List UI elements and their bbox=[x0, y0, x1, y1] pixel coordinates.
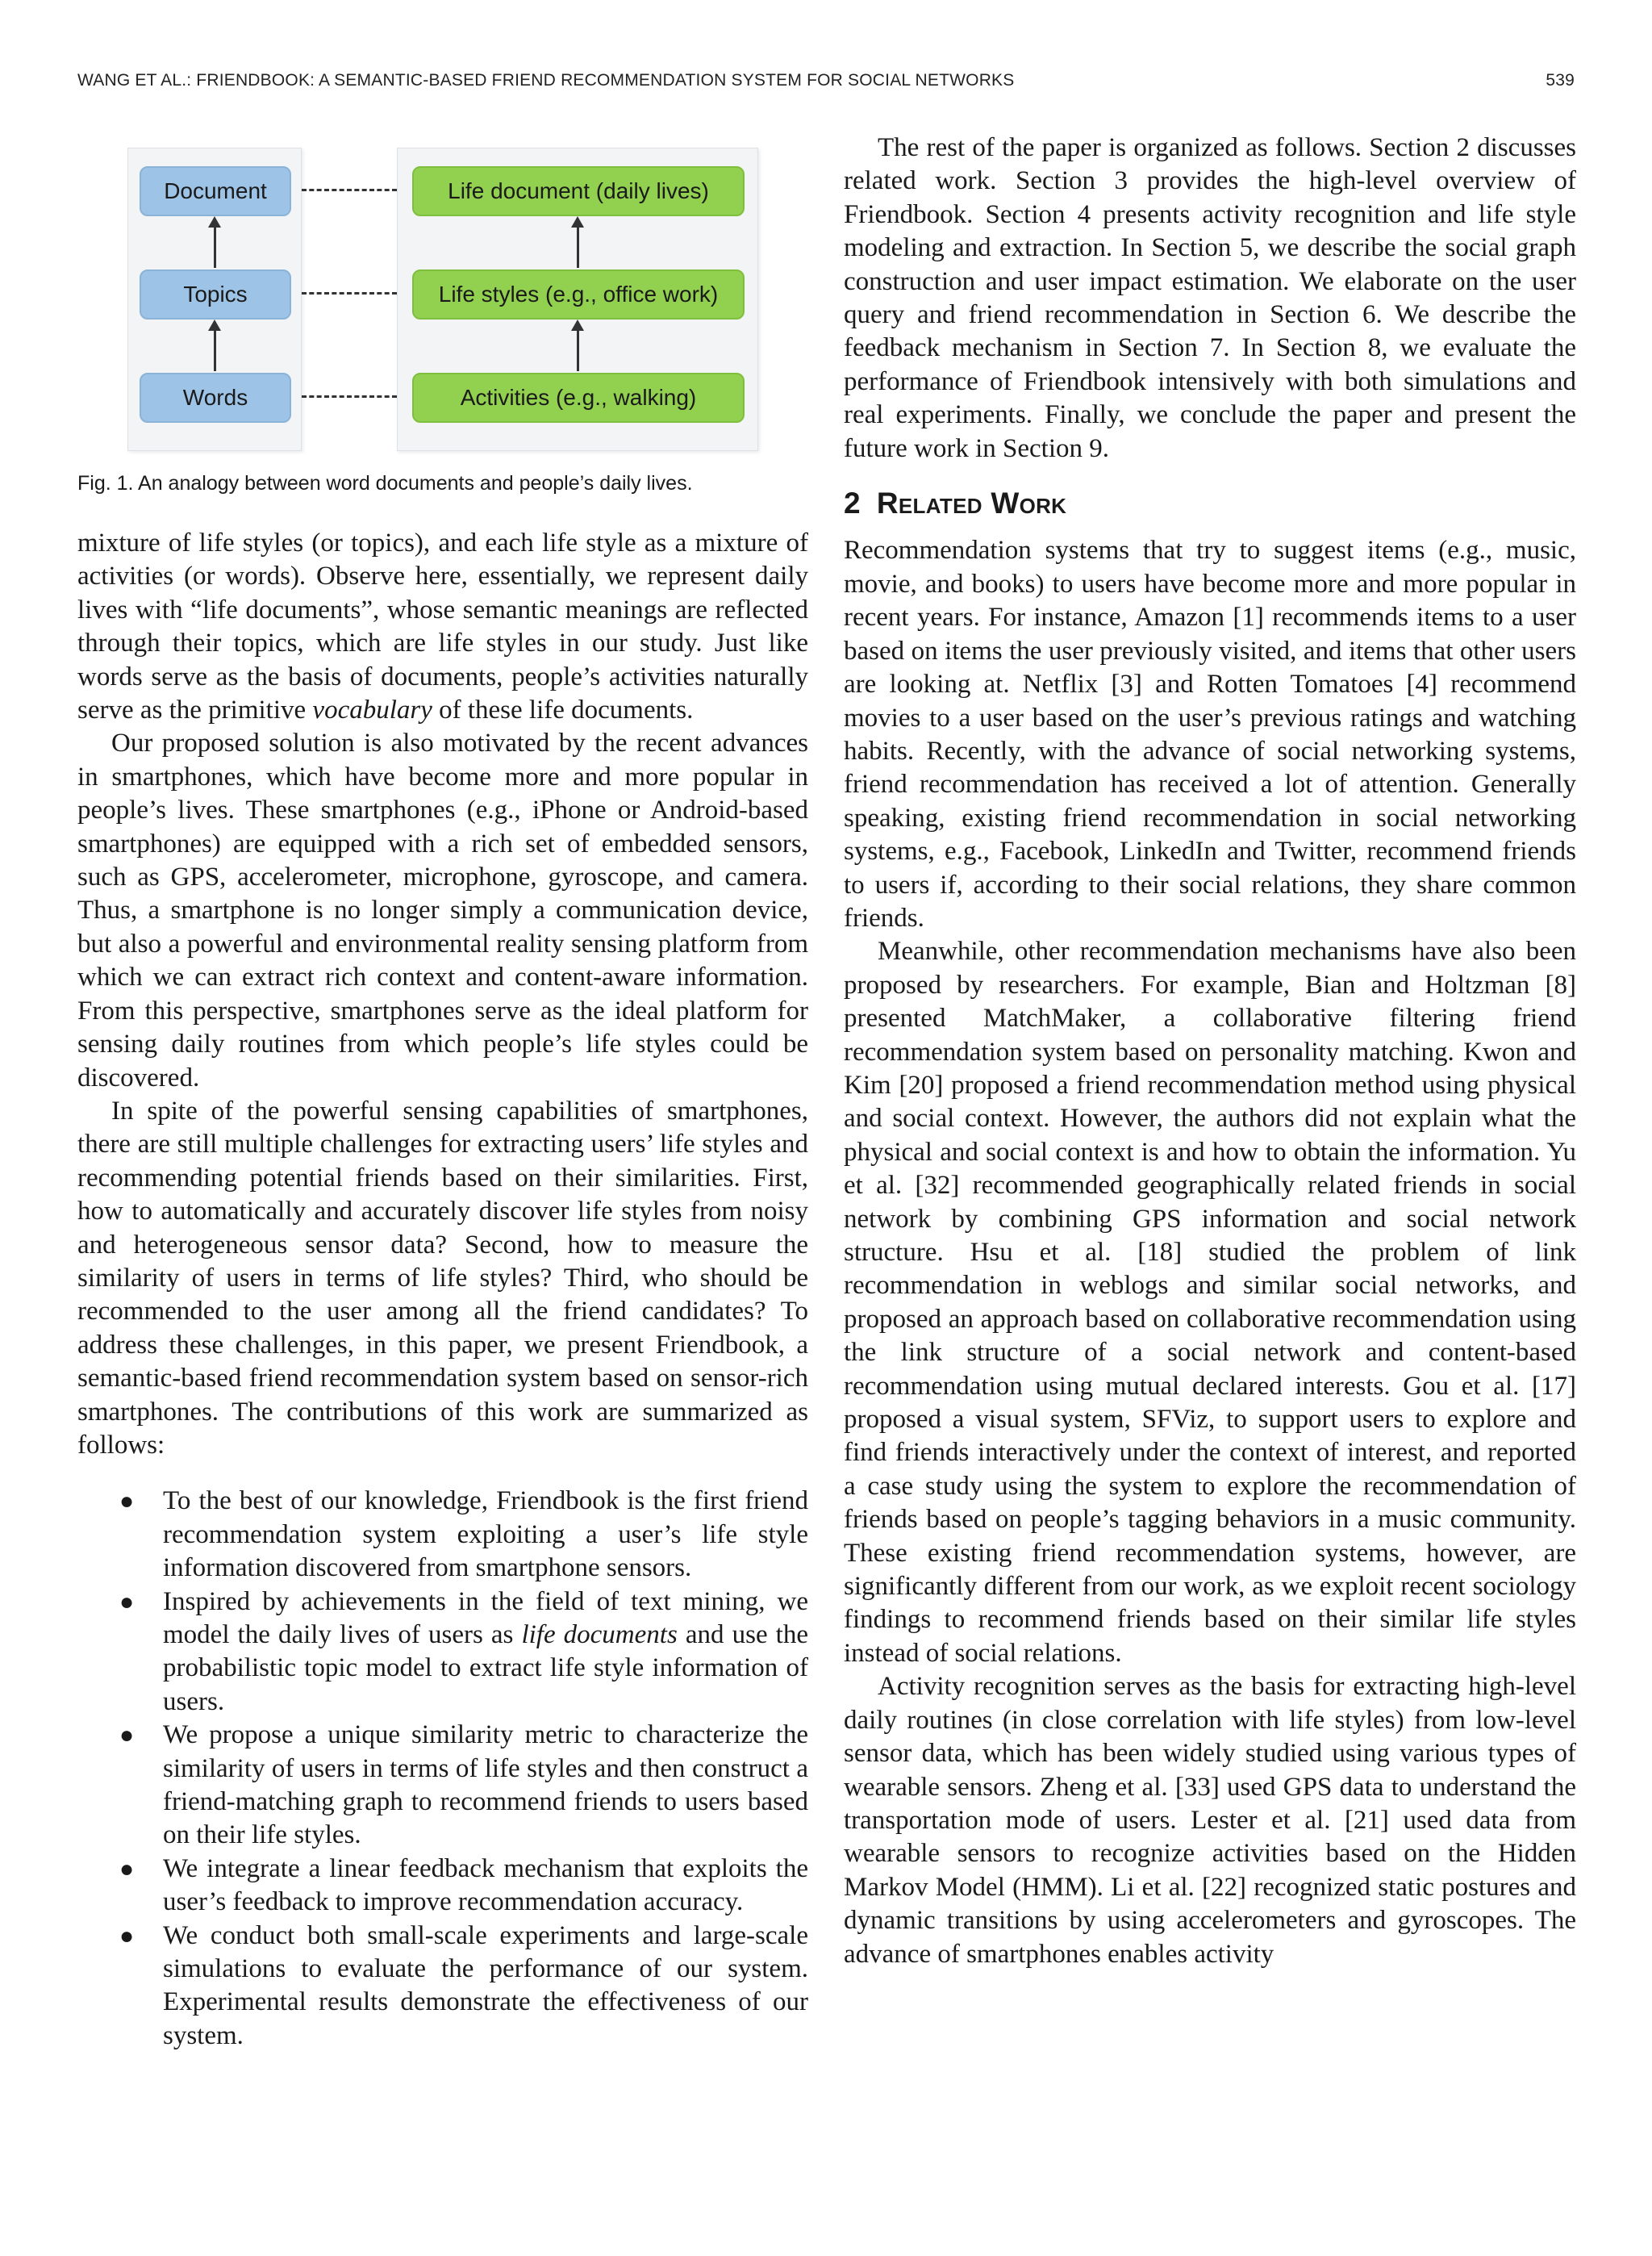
paragraph: Our proposed solution is also motivated by the recent advances in smartphones, which have become more and more popular in people’s lives. These smartphones (e.g., iPhone or Android-based smartphones) are equipped with a rich set of embedded sensors, such as GPS, accelerometer, microphone, gyroscope, and camera. Thus, a smartphone is no longer simply a communication device, but also a powerful and environmental reality sensing platform from which we can extract rich context and content-aware information. From this perspective, smartphones serve as the ideal platform for sensing daily routines from which people’s life styles could be discovered. bbox=[77, 729, 808, 1092]
arrow-life-styles-to-life-document bbox=[577, 226, 579, 268]
section-heading bbox=[844, 487, 1576, 520]
section-title: Related Work bbox=[876, 487, 1067, 520]
box-words: Words bbox=[140, 373, 291, 423]
section-number: 2 bbox=[844, 487, 861, 520]
paragraph: mixture of life styles (or topics), and each life style as a mixture of activities (or words). Observe here, essentially, we represent daily lives with “life documents”, whose semantic meanings are reflected through their topics, which are life styles in our study. Just like words serve as the basis of documents, people’s activities naturally serve as the primitive vocabulary of these life documents. bbox=[77, 528, 808, 725]
bullet-icon: ● bbox=[119, 1855, 135, 1882]
paragraph: Recommendation systems that try to suggest items (e.g., music, movie, and books) to users have become more and more popular in recent years. For instance, Amazon [1] recommends items to a user based on items the user previously visited, and items that other users are looking at. Netflix [3] and Rotten Tomatoes [4] recommend movies to a user based on the user’s previous ratings and watching habits. Recently, with the advance of social networking systems, friend recommendation has received a lot of attention. Generally speaking, existing friend recommendation in social networking systems, e.g., Facebook, LinkedIn and Twitter, recommend friends to users if, according to their social relations, they share common friends. bbox=[844, 536, 1576, 933]
box-life-styles: Life styles (e.g., office work) bbox=[412, 269, 745, 320]
figure-1 bbox=[127, 148, 760, 453]
paragraph: Activity recognition serves as the basis for extracting high-level daily routines (in close correlation with life styles) from low-level sensor data, which has been widely studied using various types of wearable sensors. Zheng et al. [33] used GPS data to understand the transportation mode of users. Lester et al. [21] used data from wearable sensors to recognize activities based on the Hidden Markov Model (HMM). Li et al. [22] recognized static postures and dynamic transitions by using accelerometers and gyroscopes. The advance of smartphones enables activity bbox=[844, 1672, 1576, 1969]
list-item: ● We conduct both small-scale experiments and large-scale simulations to evaluate the performance of our system. Experimental results demonstrate the effectiveness of our system. bbox=[119, 1920, 808, 2050]
emphasis-life-documents: life documents bbox=[521, 1620, 678, 1649]
bullet-icon: ● bbox=[119, 1922, 135, 1949]
dashed-link-top bbox=[302, 189, 397, 191]
arrow-topics-to-document bbox=[214, 226, 216, 268]
box-document: Document bbox=[140, 166, 291, 216]
page-number: 539 bbox=[1546, 71, 1575, 90]
box-activities: Activities (e.g., walking) bbox=[412, 373, 745, 423]
paragraph: In spite of the powerful sensing capabilities of smartphones, there are still multiple challenges for extracting users’ life styles and recommending potential friends based on their similarities. First, how to automatically and accurately discover life styles from noisy and heterogeneous sensor data? Second, how to measure the similarity of users in terms of life styles? Third, who should be recommended to the user among all the friend candidates? To address these challenges, in this paper, we present Friendbook, a semantic-based friend recommendation system based on sensor-rich smartphones. The contributions of this work are summarized as follows: bbox=[77, 1096, 808, 1460]
list-item: ● We integrate a linear feedback mechanism that exploits the user’s feedback to improve recommendation accuracy. bbox=[119, 1853, 808, 1917]
box-topics: Topics bbox=[140, 269, 291, 320]
box-life-document: Life document (daily lives) bbox=[412, 166, 745, 216]
bullet-icon: ● bbox=[119, 1488, 135, 1515]
dashed-link-bottom bbox=[302, 395, 397, 398]
bullet-icon: ● bbox=[119, 1588, 135, 1615]
list-item: ● To the best of our knowledge, Friendbook is the first friend recommendation system exploiting a user’s life style information discovered from smartphone sensors. bbox=[119, 1486, 808, 1583]
dashed-link-middle bbox=[302, 292, 397, 295]
emphasis-vocabulary: vocabulary bbox=[312, 696, 432, 725]
arrow-activities-to-life-styles bbox=[577, 329, 579, 371]
left-column bbox=[77, 527, 808, 2053]
bullet-icon: ● bbox=[119, 1722, 135, 1749]
right-column bbox=[844, 132, 1576, 1971]
contributions-list bbox=[77, 1485, 808, 2053]
running-title: WANG ET AL.: FRIENDBOOK: A SEMANTIC-BASED FRIEND RECOMMENDATION SYSTEM FOR SOCIAL NETWORKS bbox=[77, 71, 1015, 90]
figure-left-panel bbox=[127, 148, 302, 451]
paragraph: The rest of the paper is organized as follows. Section 2 discusses related work. Section 3 provides the high-level overview of Friendbook. Section 4 presents activity recognition and life style modeling and extraction. In Section 5, we describe the social graph construction and user impact estimation. We elaborate on the user query and friend recommendation in Section 6. We describe the feedback mechanism in Section 7. In Section 8, we evaluate the performance of Friendbook intensively with both simulations and real experiments. Finally, we conclude the paper and present the future work in Section 9. bbox=[844, 133, 1576, 463]
arrow-words-to-topics bbox=[214, 329, 216, 371]
list-item: ● Inspired by achievements in the field of text mining, we model the daily lives of users as life documents and use the probabilistic topic model to extract life style information of users. bbox=[119, 1586, 808, 1716]
figure-right-panel bbox=[397, 148, 758, 451]
paragraph: Meanwhile, other recommendation mechanisms have also been proposed by researchers. For example, Bian and Holtzman [8] presented MatchMaker, a collaborative filtering friend recommendation system based on personality matching. Kwon and Kim [20] proposed a friend recommendation method using physical and social context. However, the authors did not explain what the physical and social context is and how to obtain the information. Yu et al. [32] recommended geographically related friends in social network by combining GPS information and social network structure. Hsu et al. [18] studied the problem of link recommendation in weblogs and similar social networks, and proposed an approach based on collaborative recommendation using the link structure of a social network and content-based recommendation using mutual declared interests. Gou et al. [17] proposed a visual system, SFViz, to support users to explore and find friends interactively under the context of interest, and reported a case study using the system to explore the recommendation of friends based on people’s tagging behaviors in a music community. These existing friend recommendation systems, however, are significantly different from our work, as we exploit recent sociology findings to recommend friends based on their similar life styles instead of social relations. bbox=[844, 937, 1576, 1668]
figure-caption: Fig. 1. An analogy between word documents and people’s daily lives. bbox=[77, 472, 693, 495]
list-item: ● We propose a unique similarity metric to characterize the similarity of users in terms of life styles and then construct a friend-matching graph to recommend friends to users based on their life styles. bbox=[119, 1720, 808, 1850]
running-header bbox=[77, 71, 1575, 95]
